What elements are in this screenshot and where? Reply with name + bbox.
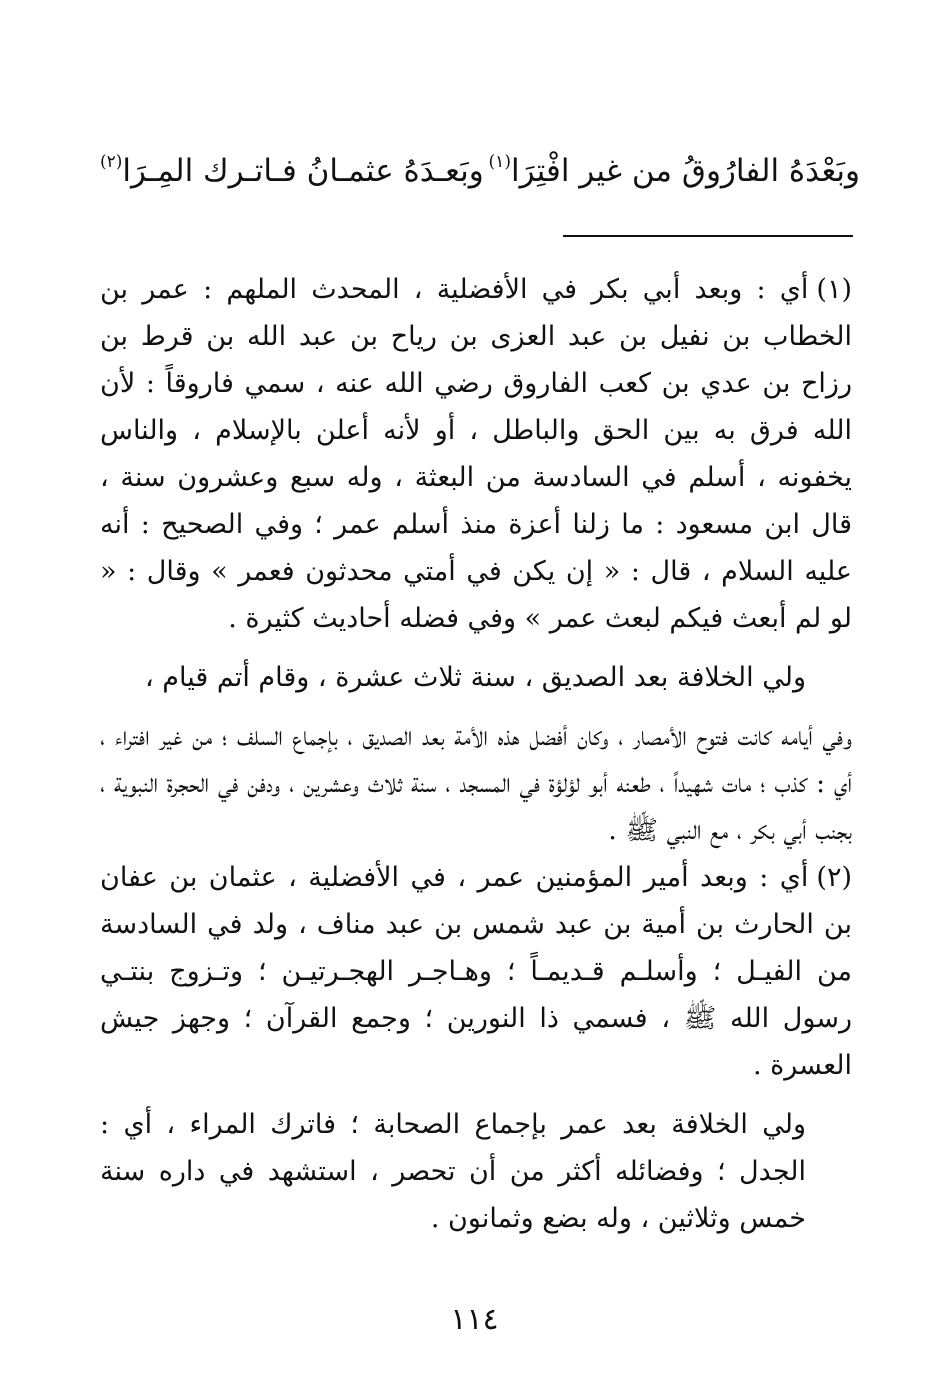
verse-right-hemistich: وبَعْدَهُ الفارُوقُ من غير افْتِرَا$^{(١)}$ [488,152,860,189]
footnote-text: أي : وبعد أمير المؤمنين عمر ، في الأفضلية ، عثمان بن عفان بن الحارث بن أمية بن عبد شمس بن عبد مناف ، ولد في السادسة من الفيـل ؛ وأسلـم قـديمـاً ؛ وهـاجـر الهجـرتيـن ؛ وتـزوج بنتـي رسول الله ﷺ ، فسمي ذا النورين ؛ وجمع القرآن ؛ وجهز جيش العسرة . [100,862,852,1081]
footnote-2 [100,854,852,1089]
footnote-number: (١) [816,274,852,305]
verse-left-hemistich: وبَعـدَهُ عثمـانُ فـاتـرك المِـرَا$^{(٢)}$ [100,152,484,189]
footnote-text: أي : وبعد أبي بكر في الأفضلية ، المحدث الملهم : عمر بن الخطاب بن نفيل بن عبد العزى بن رياح بن عبد الله بن قرط بن رزاح بن عدي بن كعب الفاروق رضي الله عنه ، سمي فاروقاً : لأن الله فرق به بين الحق والباطل ، أو لأنه أعلن بالإسلام ، والناس يخفونه ، أسلم في السادسة من البعثة ، وله سبع وعشرون سنة ، قال ابن مسعود : ما زلنا أعزة منذ أسلم عمر ؛ وفي الصحيح : أنه عليه السلام ، قال : « إن يكن في أمتي محدثون فعمر » وقال : « لو لم أبعث فيكم لبعث عمر » وفي فضله أحاديث كثيرة . [100,274,852,634]
footnote-1-paragraph-2: ولي الخلافة بعد الصديق ، سنة ثلاث عشرة ، وقام أتم قيام ، [144,662,806,693]
poem-verse [100,140,860,193]
page-number: ١١٤ [450,1302,499,1337]
footnote-marker-2: (٢) [100,152,123,172]
footnote-number: (٢) [816,862,852,893]
footnote-marker-1: (١) [488,152,511,172]
footnote-separator [563,235,853,237]
footnote-1 [100,266,852,642]
footnote-2-paragraph-2: ولي الخلافة بعد عمر بإجماع الصحابة ؛ فاترك المراء ، أي : الجدل ؛ وفضائله أكثر من أن تحصر ، استشهد في داره سنة خمس وثلاثين ، وله بضع وثمانون . [100,1109,806,1234]
footnote-1-paragraph-3: وفي أيامه كانت فتوح الأمصار ، وكان أفضل هذه الأمة بعد الصديق ، بإجماع السلف ؛ من غير افتراء ، أي : كذب ؛ مات شهيداً ، طعنه أبو لؤلؤة في المسجد ، سنة ثلاث وعشرين ، ودفن في الحجرة النبوية ، بجنب أبي بكر ، مع النبي ﷺ . [100,721,852,846]
footnotes [100,266,852,1242]
